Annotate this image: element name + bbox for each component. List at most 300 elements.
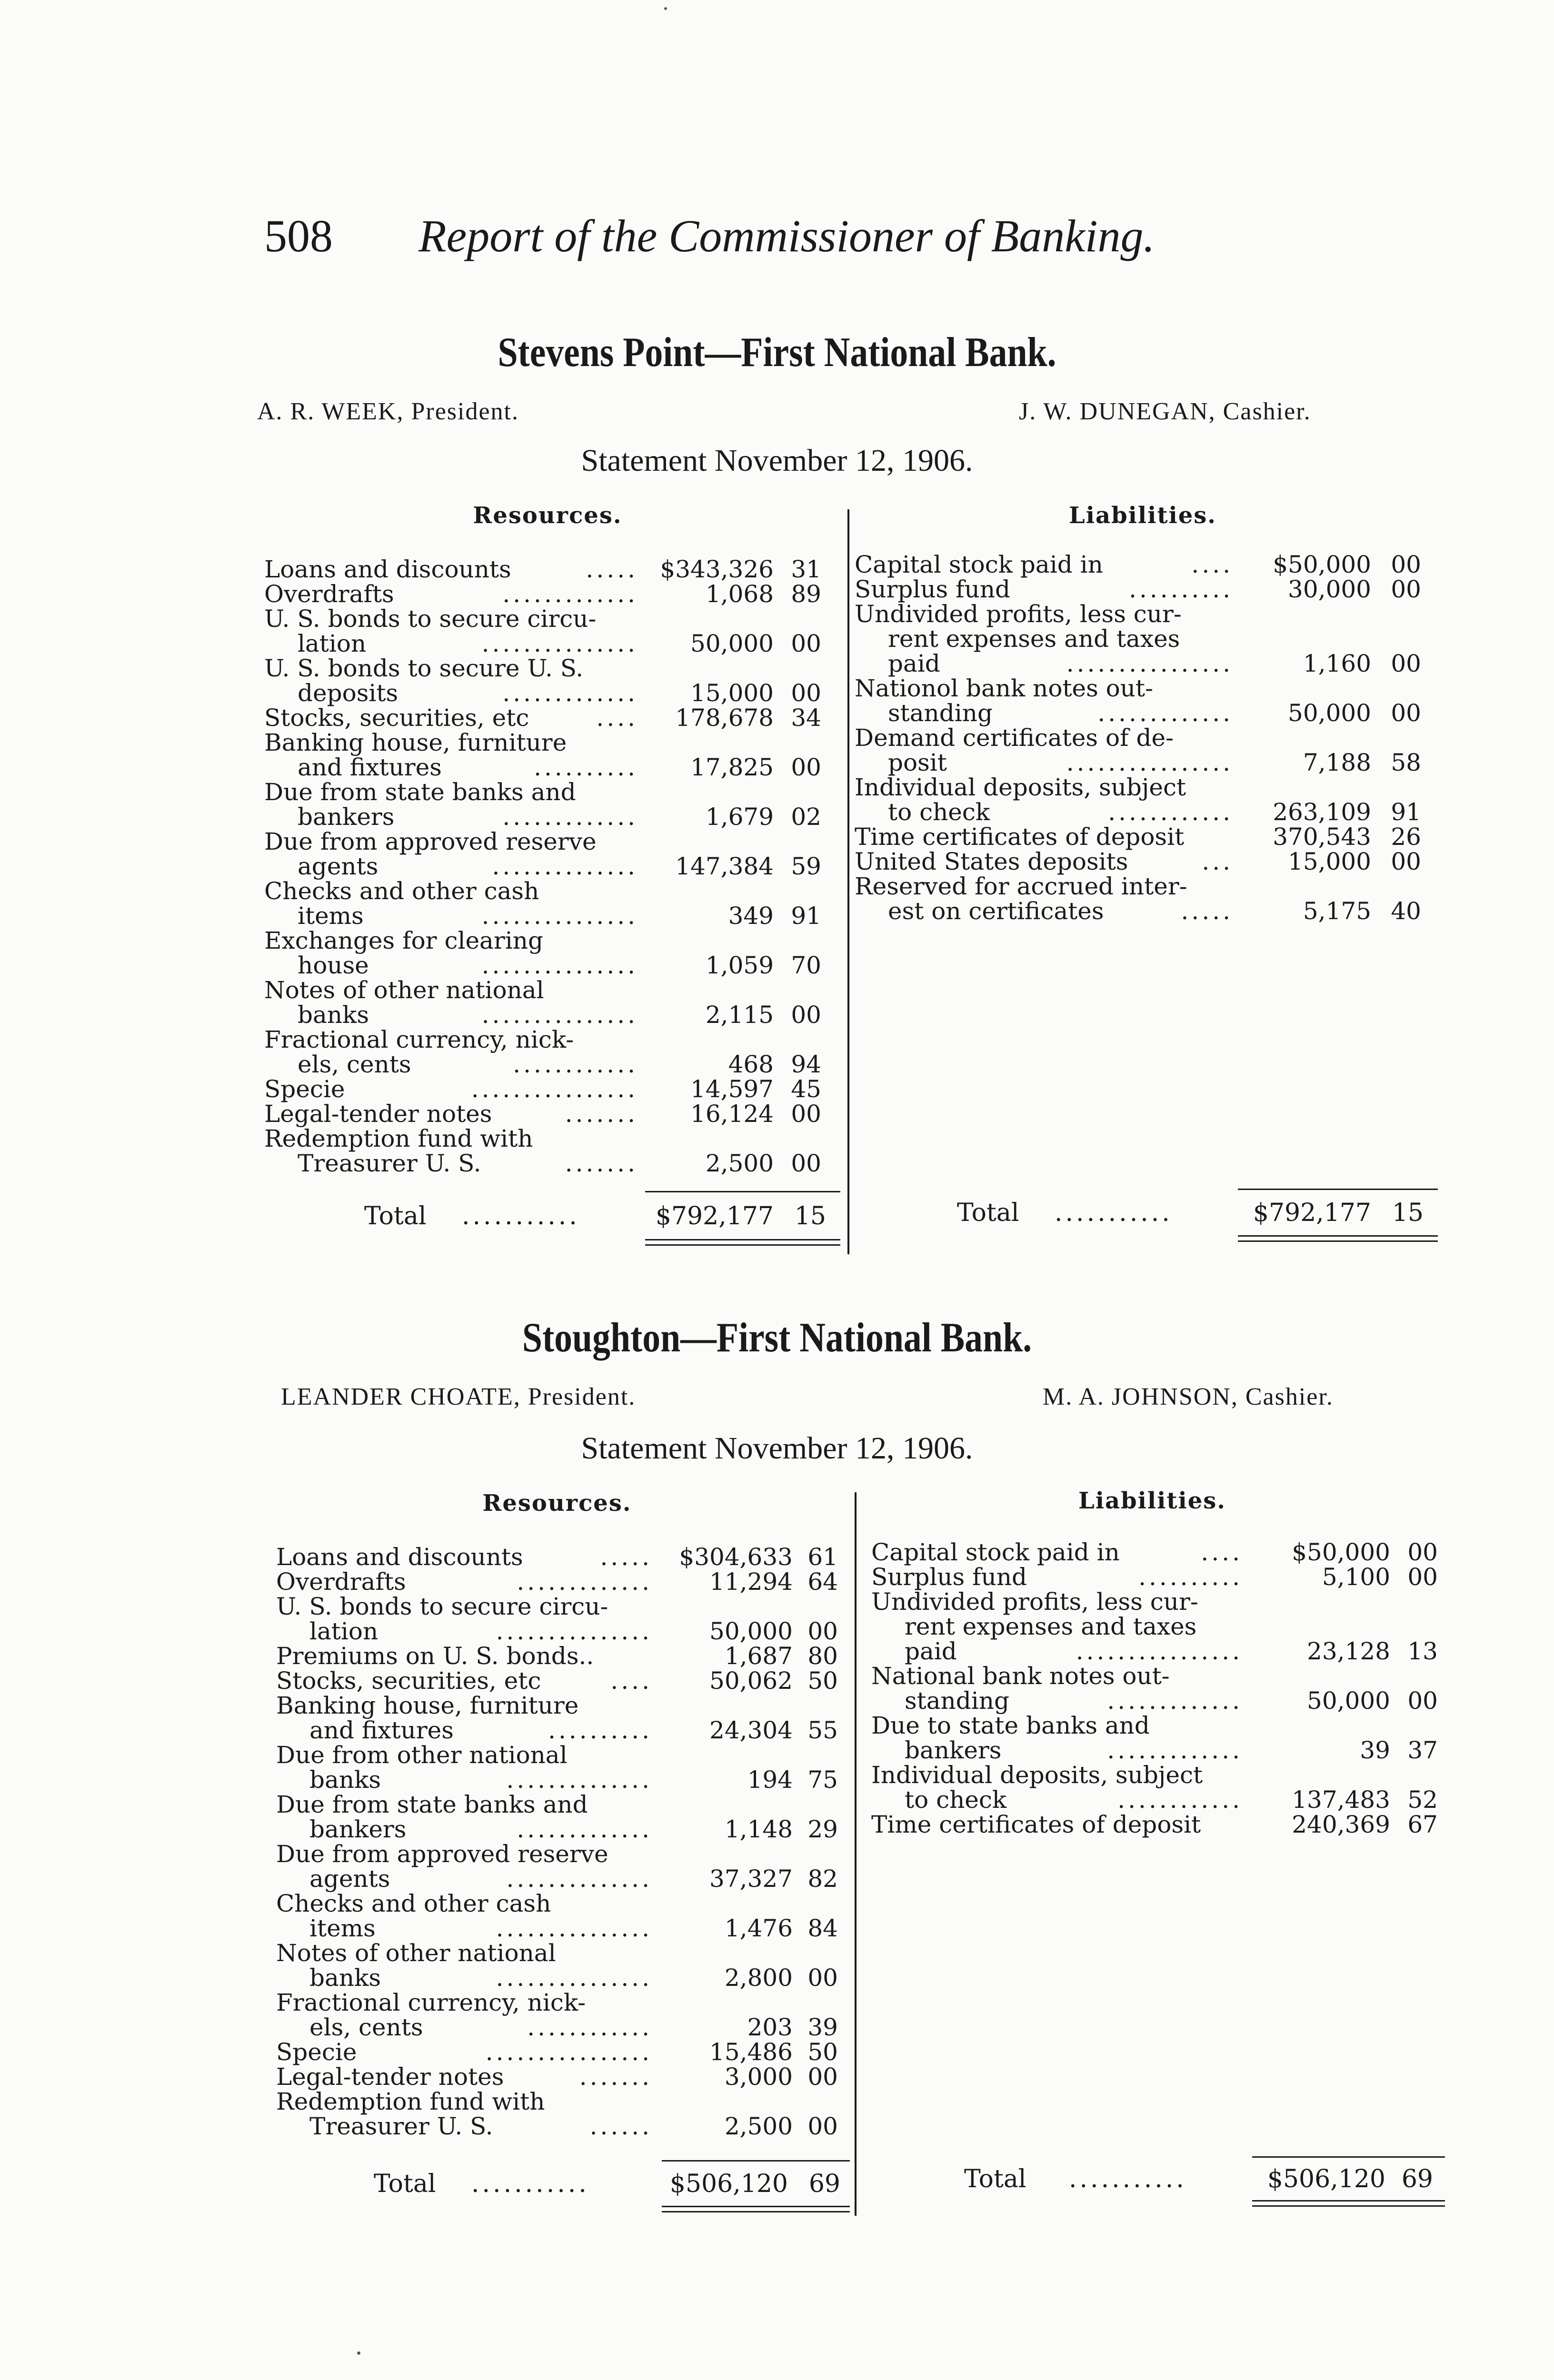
row-amount: 7,188 [1303, 749, 1371, 776]
leader-dots: ....... [565, 1100, 638, 1128]
table-row [276, 1891, 857, 1916]
leader-dots: ............... [496, 1617, 652, 1645]
row-amount: 178,678 [675, 704, 774, 732]
row-amount: 1,160 [1303, 650, 1371, 677]
row-cents: 00 [1391, 650, 1421, 677]
row-amount: 50,000 [690, 630, 774, 657]
row-label: standing [905, 1687, 1009, 1715]
row-cents: 00 [1391, 699, 1421, 727]
table-row [855, 750, 1440, 775]
row-label: lation [298, 630, 367, 657]
row-cents: 70 [791, 952, 821, 979]
row-cents: 91 [1391, 798, 1421, 826]
leader-dots: .......... [1138, 1563, 1243, 1591]
leader-dots: ............... [481, 1001, 638, 1029]
row-label: to check [888, 798, 990, 826]
row-amount: 50,000 [1288, 699, 1371, 727]
leader-dots: ............. [502, 803, 638, 831]
table-row [855, 899, 1440, 923]
row-label: paid [905, 1637, 957, 1665]
row-cents: 37 [1407, 1736, 1438, 1764]
leader-dots: ....... [565, 1150, 638, 1177]
row-label: Legal-tender notes [264, 1100, 492, 1128]
total-amount: $792,177 [1253, 1199, 1371, 1227]
table-row [855, 824, 1440, 849]
leader-dots: ..... [586, 555, 638, 583]
row-amount: 370,543 [1273, 823, 1371, 851]
table-row [276, 1545, 857, 1569]
row-amount: 24,304 [709, 1716, 793, 1744]
row-cents: 75 [807, 1766, 838, 1794]
resources-heading: Resources. [473, 502, 622, 529]
row-label: Nationol bank notes out- [855, 674, 1153, 702]
row-cents: 00 [1391, 575, 1421, 603]
total-dots: ........... [471, 2170, 589, 2198]
table-row [264, 829, 850, 854]
row-label: Individual deposits, subject [855, 774, 1186, 801]
row-cents: 50 [807, 1667, 838, 1695]
row-label: Fractional currency, nick- [276, 1989, 586, 2016]
row-cents: 00 [791, 1150, 821, 1177]
row-cents: 45 [791, 1075, 821, 1103]
row-amount: 1,687 [724, 1642, 793, 1670]
row-amount: 5,100 [1322, 1563, 1390, 1591]
row-amount: 15,000 [690, 679, 774, 707]
table-row [871, 1565, 1452, 1589]
leader-dots: ............. [1107, 1736, 1243, 1764]
table-row [264, 780, 850, 804]
table-row [264, 582, 850, 606]
row-label: paid [888, 650, 940, 677]
row-amount: 3,000 [724, 2063, 793, 2091]
row-amount: 50,062 [709, 1667, 793, 1695]
row-label: banks [298, 1001, 369, 1029]
leader-dots: ..... [600, 1543, 652, 1571]
row-cents: 39 [807, 2013, 838, 2041]
page-header [264, 209, 1216, 262]
table-row [871, 1787, 1452, 1812]
row-amount: 5,175 [1303, 897, 1371, 925]
row-amount: 2,500 [705, 1150, 774, 1177]
table-row [871, 1738, 1452, 1763]
row-label: Due from state banks and [264, 778, 576, 806]
row-label: Reserved for accrued inter- [855, 873, 1187, 900]
row-label: house [298, 952, 369, 979]
row-label: Stocks, securities, etc [264, 704, 529, 732]
running-title: Report of the Commissioner of Banking. [418, 210, 1155, 261]
row-cents: 84 [807, 1914, 838, 1942]
table-row [855, 552, 1440, 577]
table-row [276, 2089, 857, 2114]
table-row [871, 1713, 1452, 1738]
leader-dots: ............... [481, 902, 638, 930]
cashier-name: J. W. DUNEGAN, Cashier. [1019, 398, 1311, 425]
row-cents: 26 [1391, 823, 1421, 851]
leader-dots: ............... [481, 630, 638, 657]
liabilities-heading: Liabilities. [1078, 1488, 1226, 1514]
row-cents: 58 [1391, 749, 1421, 776]
total-double-rule [1252, 2200, 1445, 2207]
table-row [871, 1812, 1452, 1837]
table-row [276, 1767, 857, 1792]
resources-total [364, 1202, 840, 1230]
row-amount: 203 [747, 2013, 793, 2041]
row-amount: 1,476 [724, 1914, 793, 1942]
row-label: banks [309, 1964, 381, 1992]
total-amount: $792,177 [655, 1202, 774, 1230]
table-row [264, 804, 850, 829]
row-cents: 67 [1407, 1811, 1438, 1838]
table-row [871, 1763, 1452, 1787]
bank-title: Stevens Point—First National Bank. [498, 329, 1056, 376]
table-row [871, 1614, 1452, 1639]
print-speck [357, 2351, 360, 2355]
table-row [855, 701, 1440, 725]
row-amount: 1,068 [705, 580, 774, 608]
row-amount: $50,000 [1292, 1538, 1390, 1566]
total-dots: ........... [1055, 1199, 1173, 1227]
row-label: standing [888, 699, 993, 727]
row-amount: 11,294 [709, 1568, 793, 1596]
row-amount: 15,000 [1288, 848, 1371, 875]
row-cents: 00 [807, 1964, 838, 1992]
row-label: Checks and other cash [276, 1890, 551, 1917]
row-amount: 147,384 [675, 853, 774, 880]
leader-dots: .... [596, 704, 638, 732]
leader-dots: ................ [471, 1075, 638, 1103]
row-amount: 14,597 [690, 1075, 774, 1103]
leader-dots: ....... [579, 2063, 652, 2091]
table-row [871, 1688, 1452, 1713]
leader-dots: ............. [517, 1815, 652, 1843]
row-label: Time certificates of deposit [871, 1811, 1201, 1838]
row-cents: 31 [791, 555, 821, 583]
table-row [264, 1077, 850, 1101]
row-cents: 00 [791, 679, 821, 707]
table-row [276, 1718, 857, 1743]
table-row [871, 1664, 1452, 1688]
row-label: est on certificates [888, 897, 1104, 925]
row-label: Demand certificates of de- [855, 724, 1174, 752]
row-label: Stocks, securities, etc [276, 1667, 541, 1695]
table-row [264, 1002, 850, 1027]
table-row [276, 2040, 857, 2064]
row-label: Undivided profits, less cur- [871, 1588, 1198, 1616]
leader-dots: .... [1191, 551, 1233, 578]
row-amount: 263,109 [1273, 798, 1371, 826]
total-label: Total [374, 2170, 436, 2198]
table-row [276, 1693, 857, 1718]
row-cents: 00 [791, 1100, 821, 1128]
row-label: Treasurer U. S. [309, 2112, 493, 2140]
row-label: Time certificates of deposit [855, 823, 1185, 851]
leader-dots: ................ [485, 2038, 652, 2066]
row-label: Individual deposits, subject [871, 1761, 1203, 1789]
subtotal-rule [1238, 1189, 1438, 1190]
row-cents: 52 [1407, 1786, 1438, 1814]
liabilities-total [964, 2165, 1445, 2193]
table-row [276, 1965, 857, 1990]
table-row [871, 1589, 1452, 1614]
page-number: 508 [264, 210, 333, 261]
table-row [855, 775, 1440, 800]
row-label: National bank notes out- [871, 1662, 1170, 1690]
table-row [264, 928, 850, 953]
table-row [276, 2064, 857, 2089]
row-label: Treasurer U. S. [298, 1150, 481, 1177]
leader-dots: ............ [1108, 798, 1233, 826]
table-row [264, 1052, 850, 1077]
table-row [264, 978, 850, 1002]
row-cents: 00 [791, 630, 821, 657]
table-row [276, 1817, 857, 1842]
row-cents: 29 [807, 1815, 838, 1843]
row-label: Redemption fund with [276, 2088, 545, 2115]
table-row [264, 1101, 850, 1126]
row-label: Due from approved reserve [276, 1840, 608, 1868]
resources-total [374, 2170, 855, 2198]
leader-dots: ............ [527, 2013, 652, 2041]
row-label: U. S. bonds to secure circu- [264, 605, 597, 633]
row-label: Overdrafts [264, 580, 394, 608]
row-amount: 16,124 [690, 1100, 774, 1128]
row-label: Due from approved reserve [264, 828, 597, 855]
leader-dots: ..... [1181, 897, 1233, 925]
row-label: lation [309, 1617, 379, 1645]
table-row [264, 631, 850, 656]
row-label: Notes of other national [264, 976, 544, 1004]
table-row [264, 705, 850, 730]
table-row [264, 606, 850, 631]
table-row [276, 1842, 857, 1866]
row-label: bankers [298, 803, 395, 831]
leader-dots: ................ [1076, 1637, 1243, 1665]
row-amount: 17,825 [690, 754, 774, 781]
row-cents: 00 [1407, 1687, 1438, 1715]
row-amount: 240,369 [1292, 1811, 1390, 1838]
row-label: rent expenses and taxes [888, 625, 1180, 653]
row-label: rent expenses and taxes [905, 1613, 1197, 1640]
subtotal-rule [645, 1191, 840, 1192]
total-label: Total [364, 1202, 427, 1230]
leader-dots: ............... [481, 952, 638, 979]
row-label: and fixtures [298, 754, 442, 781]
total-dots: ........... [462, 1202, 580, 1230]
total-label: Total [957, 1199, 1019, 1227]
row-cents: 34 [791, 704, 821, 732]
leader-dots: ............... [496, 1914, 652, 1942]
row-amount: 50,000 [709, 1617, 793, 1645]
total-double-rule [662, 2206, 850, 2212]
table-row [855, 602, 1440, 626]
leader-dots: ............. [502, 580, 638, 608]
row-cents: 89 [791, 580, 821, 608]
row-amount: 30,000 [1288, 575, 1371, 603]
row-cents: 00 [807, 2063, 838, 2091]
print-speck [664, 7, 667, 10]
row-cents: 40 [1391, 897, 1421, 925]
row-label: items [309, 1914, 376, 1942]
table-row [264, 1151, 850, 1176]
row-label: Surplus fund [871, 1563, 1027, 1591]
row-label: U. S. bonds to secure U. S. [264, 654, 584, 682]
row-cents: 80 [807, 1642, 838, 1670]
table-row [855, 577, 1440, 602]
row-label: Banking house, furniture [276, 1692, 579, 1719]
row-label: to check [905, 1786, 1007, 1814]
row-label: agents [298, 853, 379, 880]
row-cents: 00 [807, 2112, 838, 2140]
row-cents: 00 [791, 754, 821, 781]
table-row [276, 1569, 857, 1594]
row-label: Capital stock paid in [871, 1538, 1120, 1566]
row-cents: 00 [1391, 551, 1421, 578]
row-cents: 64 [807, 1568, 838, 1596]
row-cents: 00 [1391, 848, 1421, 875]
row-amount: 1,059 [705, 952, 774, 979]
leader-dots: ............. [1107, 1687, 1243, 1715]
cashier-name: M. A. JOHNSON, Cashier. [1043, 1383, 1334, 1410]
row-amount: 23,128 [1307, 1637, 1390, 1665]
total-cents: 69 [1401, 2165, 1433, 2193]
row-cents: 61 [807, 1543, 838, 1571]
row-label: banks [309, 1766, 381, 1794]
table-row [855, 626, 1440, 651]
row-label: bankers [905, 1736, 1002, 1764]
table-row [264, 755, 850, 780]
row-amount: $50,000 [1273, 551, 1371, 578]
row-label: Banking house, furniture [264, 729, 567, 756]
row-cents: 13 [1407, 1637, 1438, 1665]
row-label: els, cents [298, 1051, 411, 1078]
table-row [264, 656, 850, 681]
liabilities-table [855, 552, 1440, 923]
leader-dots: .... [610, 1667, 652, 1695]
bank-statement-stevens-point [0, 328, 1554, 377]
liabilities-heading: Liabilities. [1068, 502, 1217, 529]
table-row [871, 1639, 1452, 1664]
table-row [276, 2114, 857, 2139]
row-amount: 15,486 [709, 2038, 793, 2066]
total-cents: 15 [794, 1202, 826, 1230]
row-cents: 00 [1407, 1563, 1438, 1591]
subtotal-rule [1252, 2156, 1445, 2158]
row-cents: 82 [807, 1865, 838, 1893]
table-row [855, 725, 1440, 750]
table-row [264, 730, 850, 755]
table-row [264, 854, 850, 879]
row-amount: $343,326 [660, 555, 774, 583]
row-cents: 55 [807, 1716, 838, 1744]
leader-dots: ............. [1097, 699, 1233, 727]
table-row [855, 651, 1440, 676]
row-label: Capital stock paid in [855, 551, 1103, 578]
leader-dots: .... [1201, 1538, 1243, 1566]
row-amount: 194 [747, 1766, 793, 1794]
row-label: Loans and discounts [276, 1543, 523, 1571]
row-label: Fractional currency, nick- [264, 1026, 574, 1053]
row-label: bankers [309, 1815, 407, 1843]
row-label: U. S. bonds to secure circu- [276, 1593, 608, 1620]
resources-table [264, 557, 850, 1176]
row-label: Specie [276, 2038, 357, 2066]
leader-dots: ............. [517, 1568, 652, 1596]
bank-statement-stoughton [0, 1314, 1554, 1362]
table-row [276, 1644, 857, 1668]
row-label: Exchanges for clearing [264, 927, 543, 954]
row-amount: 137,483 [1292, 1786, 1390, 1814]
row-label: Due to state banks and [871, 1712, 1150, 1739]
president-name: A. R. WEEK, President. [257, 398, 519, 425]
leader-dots: ... [1202, 848, 1233, 875]
row-cents: 59 [791, 853, 821, 880]
row-label: Due from other national [276, 1741, 568, 1769]
row-cents: 00 [1407, 1538, 1438, 1566]
row-label: Specie [264, 1075, 345, 1103]
row-amount: 50,000 [1307, 1687, 1390, 1715]
table-row [264, 1126, 850, 1151]
total-amount: $506,120 [1267, 2165, 1385, 2193]
table-row [871, 1540, 1452, 1565]
table-row [855, 874, 1440, 899]
statement-date: Statement November 12, 1906. [581, 443, 973, 478]
leader-dots: .......... [1129, 575, 1233, 603]
row-label: Notes of other national [276, 1939, 556, 1967]
table-row [276, 1792, 857, 1817]
table-row [276, 1916, 857, 1941]
table-row [276, 1668, 857, 1693]
total-label: Total [964, 2165, 1026, 2193]
row-label: Undivided profits, less cur- [855, 600, 1182, 628]
leader-dots: ............. [502, 679, 638, 707]
table-row [264, 1027, 850, 1052]
leader-dots: ............... [496, 1964, 652, 1992]
table-row [855, 676, 1440, 701]
total-cents: 69 [808, 2170, 840, 2198]
table-row [855, 849, 1440, 874]
leader-dots: ...... [589, 2112, 652, 2140]
bank-title: Stoughton—First National Bank. [522, 1315, 1032, 1361]
row-amount: 39 [1360, 1736, 1390, 1764]
leader-dots: .......... [548, 1716, 652, 1744]
table-row [264, 953, 850, 978]
table-row [264, 879, 850, 903]
subtotal-rule [662, 2160, 850, 2162]
row-label: deposits [298, 679, 398, 707]
table-row [264, 557, 850, 582]
row-amount: 468 [728, 1051, 774, 1078]
president-name: LEANDER CHOATE, President. [281, 1383, 636, 1410]
leader-dots: ............ [513, 1051, 638, 1078]
table-row [276, 2015, 857, 2040]
leader-dots: .............. [492, 853, 638, 880]
total-double-rule [1238, 1235, 1438, 1242]
leader-dots: .............. [506, 1766, 652, 1794]
leader-dots: ................ [1066, 749, 1233, 776]
row-cents: 02 [791, 803, 821, 831]
row-cents: 00 [791, 1001, 821, 1029]
total-amount: $506,120 [669, 2170, 788, 2198]
row-amount: 2,500 [724, 2112, 793, 2140]
resources-heading: Resources. [482, 1490, 632, 1517]
row-label: Overdrafts [276, 1568, 406, 1596]
total-dots: ........... [1069, 2165, 1187, 2193]
table-row [276, 1743, 857, 1767]
leader-dots: .......... [534, 754, 638, 781]
table-row [264, 903, 850, 928]
table-row [276, 1990, 857, 2015]
total-double-rule [645, 1239, 840, 1246]
